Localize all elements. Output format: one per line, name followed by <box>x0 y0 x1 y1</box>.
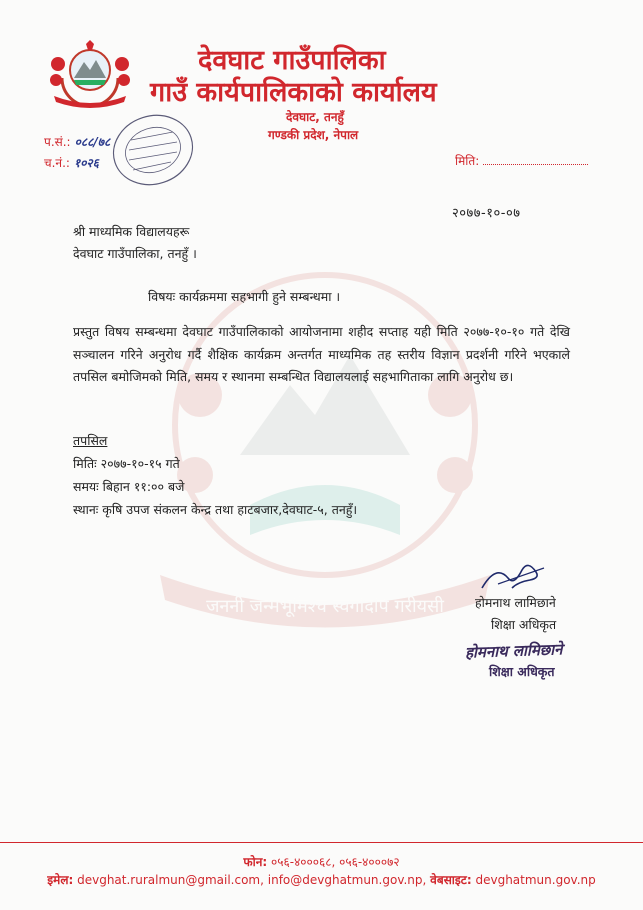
email-value[interactable]: devghat.ruralmun@gmail.com, info@devghatmun.gov.np, <box>77 873 427 887</box>
date-blank-line <box>483 164 588 165</box>
letter-subject: विषयः कार्यक्रममा सहभागी हुने सम्बन्धमा । <box>148 289 341 304</box>
detail-date: मितिः २०७७-१०-१५ गते <box>73 456 180 471</box>
date-label: मिति: <box>455 154 480 168</box>
reference-value: ०८८/७८ <box>74 135 111 149</box>
dispatch-label: च.नं.: <box>44 156 70 170</box>
dispatch-value: १०२६ <box>73 156 99 170</box>
signatory-name: होमनाथ लामिछाने <box>475 595 556 610</box>
nepal-emblem-logo <box>44 40 136 110</box>
detail-place: स्थानः कृषि उपज संकलन केन्द्र तथा हाटबजार,देवघाट-५, तनहुँ। <box>73 502 358 517</box>
date-field <box>455 152 588 169</box>
seal-title-stamp: शिक्षा अधिकृत <box>489 664 555 679</box>
recipient-line1: श्री माध्यमिक विद्यालयहरू <box>73 224 190 239</box>
website-label: वेबसाइट: <box>430 873 472 887</box>
website-value[interactable]: devghatmun.gov.np <box>475 873 596 887</box>
letter-body: प्रस्तुत विषय सम्बन्धमा देवघाट गाउँपालिकाको आयोजनामा शहीद सप्ताह यही मिति २०७७-१०-१० गते देखि सञ्चालन गरिने अनुरोध गर्दै शैक्षिक कार्यक्रम अन्तर्गत माध्यमिक तह स्तरीय विज्ञान प्रदर्शनी गरिने भएकाले तपसिल बमोजिमको मिति, समय र स्थानमा सम्बन्धित विद्यालयलाई सहभागिताका लागि अनुरोध छ। <box>73 324 570 384</box>
office-address-line2: गण्डकी प्रदेश, नेपाल <box>268 128 359 142</box>
footer-contacts <box>0 871 643 888</box>
reference-label: प.सं.: <box>44 135 71 149</box>
signatory-title: शिक्षा अधिकृत <box>491 617 557 632</box>
office-title-line2: गाउँ कार्यपालिकाको कार्यालय <box>150 77 437 108</box>
reference-number <box>44 133 110 150</box>
office-title-line1: देवघाट गाउँपालिका <box>198 45 386 76</box>
seal-name-stamp: होमनाथ लामिछाने <box>464 640 563 662</box>
footer-phone <box>0 853 643 870</box>
detail-time: समयः बिहान ११:०० बजे <box>73 479 185 494</box>
letter-date: २०७७-१०-०७ <box>452 206 521 221</box>
watermark-motto: जननी जन्मभूमिश्च स्वर्गादपि गरीयसी <box>206 596 444 617</box>
office-address-line1: देवघाट, तनहुँ <box>286 110 344 124</box>
office-stamp <box>105 110 200 190</box>
dispatch-number <box>44 154 99 171</box>
email-label: इमेल: <box>47 873 74 887</box>
phone-value: ०५६-४०००६८, ०५६-४०००७२ <box>271 855 400 869</box>
footer-divider <box>0 842 643 843</box>
details-heading: तपसिल <box>73 433 108 448</box>
recipient-line2: देवघाट गाउँपालिका, तनहुँ । <box>73 246 197 261</box>
handwritten-signature <box>478 558 548 594</box>
phone-label: फोन: <box>243 855 268 869</box>
